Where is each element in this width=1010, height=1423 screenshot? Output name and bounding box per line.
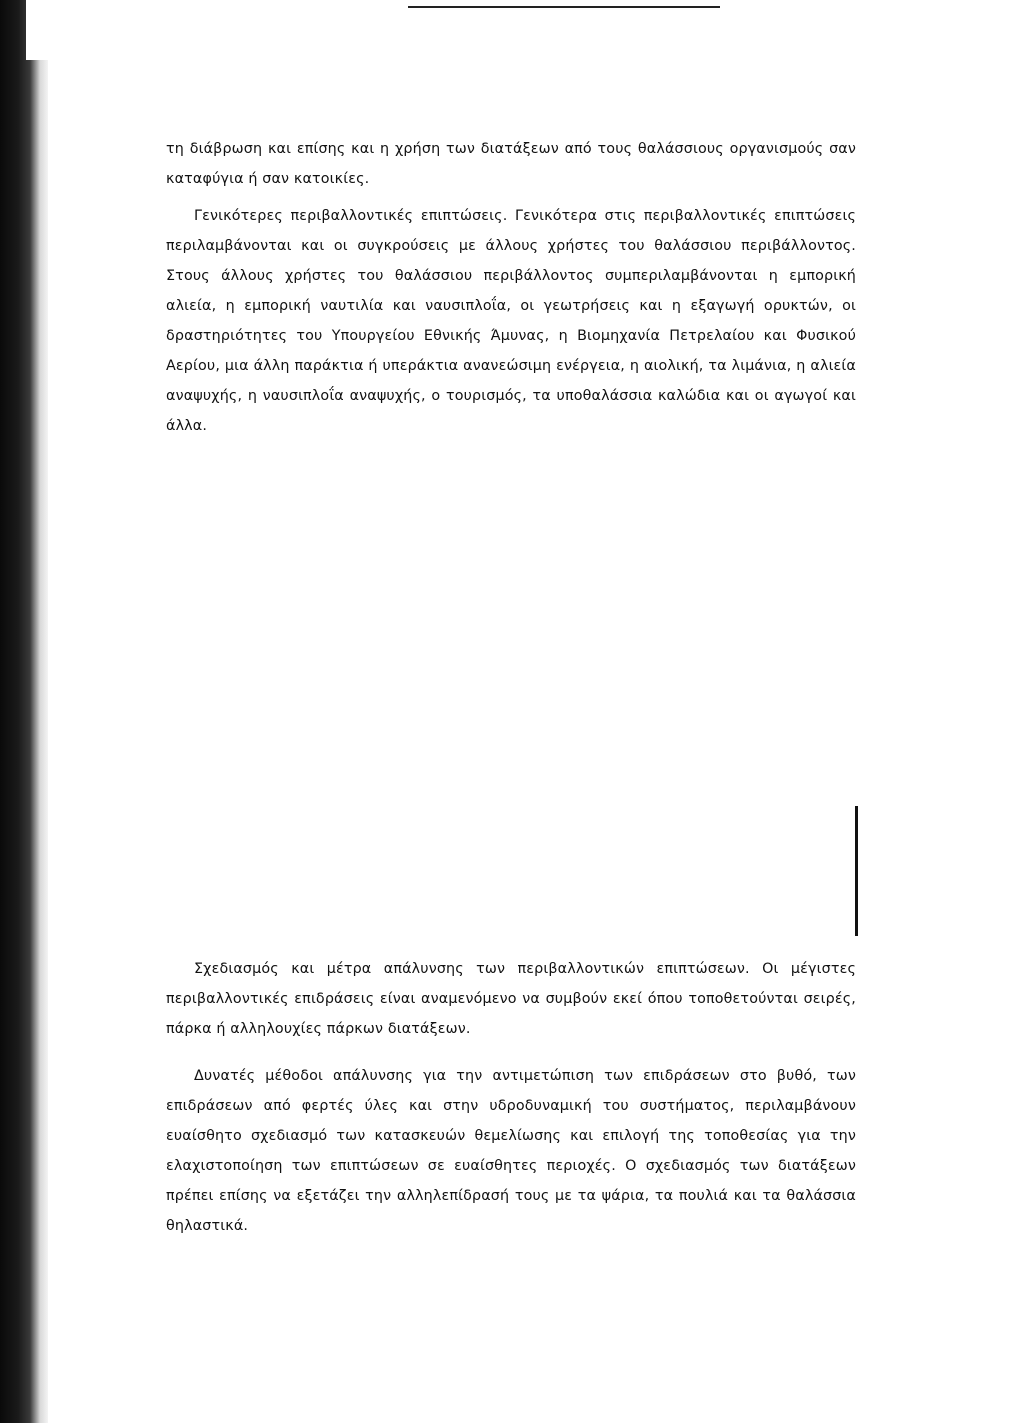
scan-edge-shadow [0, 0, 48, 1423]
top-rule [408, 6, 720, 8]
scan-edge-notch [26, 0, 48, 60]
paragraph-mitigation-methods: Δυνατές μέθοδοι απάλυνσης για την αντιμετώπιση των επιδράσεων στο βυθό, των επιδράσεων από φερτές ύλες και στην υδροδυναμική του συστήματος, περιλαμβάνουν ευαίσθητο σχεδιασμό των κατασκευών θεμελίωσης και επιλογή της τοποθεσίας για την ελαχιστοποίηση των επιπτώσεων σε ευαίσθητες περιοχές. Ο σχεδιασμός των διατάξεων πρέπει επίσης να εξετάζει την αλληλεπίδρασή τους με τα ψάρια, τα πουλιά και τα θαλάσσια θηλαστικά. [166, 1068, 856, 1234]
paragraph-continuation: τη διάβρωση και επίσης και η χρήση των διατάξεων από τους θαλάσσιους οργανισμούς σαν καταφύγια ή σαν κατοικίες. [166, 141, 856, 187]
paragraph-mitigation-design: Σχεδιασμός και μέτρα απάλυνσης των περιβαλλοντικών επιπτώσεων. Οι μέγιστες περιβαλλοντικές επιδράσεις είναι αναμενόμενο να συμβούν εκεί όπου τοποθετούνται σειρές, πάρκα ή αλληλουχίες πάρκων διατάξεων. [166, 961, 856, 1037]
paragraph-general-impacts: Γενικότερες περιβαλλοντικές επιπτώσεις. Γενικότερα στις περιβαλλοντικές επιπτώσεις περιλαμβάνονται και οι συγκρούσεις με άλλους χρήστες του θαλάσσιου περιβάλλοντος. Στους άλλους χρήστες του θαλάσσιου περιβάλλοντος συμπεριλαμβάνονται η εμπορική αλιεία, η εμπορική ναυτιλία και ναυσιπλοΐα, οι γεωτρήσεις και η εξαγωγή ορυκτών, οι δραστηριότητες του Υπουργείου Εθνικής Άμυνας, η Βιομηχανία Πετρελαίου και Φυσικού Αερίου, μια άλλη παράκτια ή υπεράκτια ανανεώσιμη ενέργεια, η αιολική, τα λιμάνια, η αλιεία αναψυχής, η ναυσιπλοΐα αναψυχής, ο τουρισμός, τα υποθαλάσσια καλώδια και οι αγωγοί και άλλα. [166, 208, 856, 434]
margin-mark [855, 806, 858, 936]
